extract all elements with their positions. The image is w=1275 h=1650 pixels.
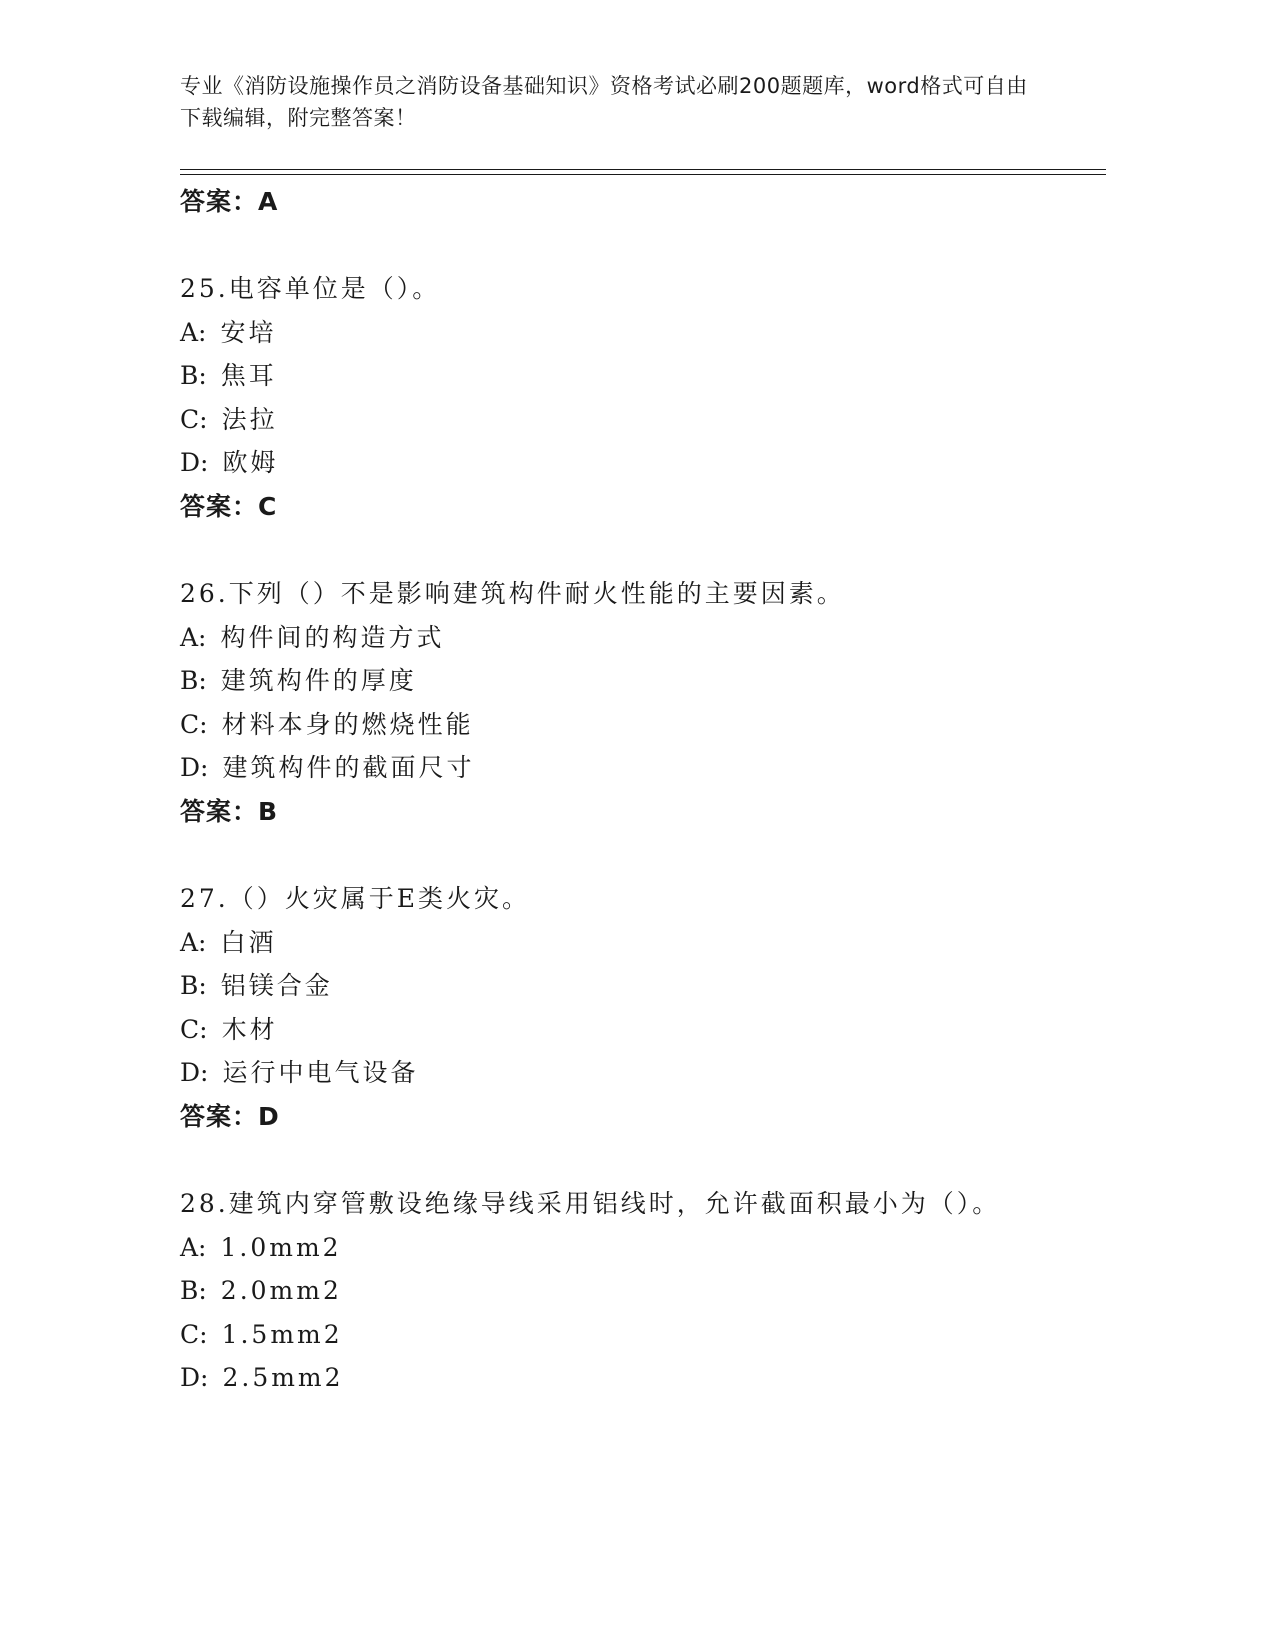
- question-27-option-b: B: 铝镁合金: [180, 971, 333, 1000]
- question-25-option-a: A: 安培: [180, 318, 277, 347]
- question-27-option-d: D: 运行中电气设备: [180, 1058, 419, 1087]
- question-27-answer: 答案：D: [180, 1102, 280, 1131]
- question-28-title: 28.建筑内穿管敷设绝缘导线采用铝线时，允许截面积最小为（）。: [180, 1189, 1001, 1218]
- question-25-option-b: B: 焦耳: [180, 361, 277, 390]
- question-26-option-c: C: 材料本身的燃烧性能: [180, 710, 474, 739]
- question-26-option-a: A: 构件间的构造方式: [180, 623, 445, 652]
- question-27-option-a: A: 白酒: [180, 928, 277, 957]
- question-26-option-b: B: 建筑构件的厚度: [180, 666, 417, 695]
- question-27-option-c: C: 木材: [180, 1015, 278, 1044]
- question-25-title: 25.电容单位是（）。: [180, 274, 441, 303]
- header-divider-bottom: [180, 174, 1106, 175]
- question-28-option-d: D: 2.5mm2: [180, 1363, 344, 1392]
- question-27-title: 27.（）火灾属于E类火灾。: [180, 884, 531, 913]
- header-divider-top: [180, 169, 1106, 170]
- question-28-option-a: A: 1.0mm2: [180, 1233, 342, 1262]
- question-25-option-d: D: 欧姆: [180, 448, 279, 477]
- question-25-option-c: C: 法拉: [180, 405, 278, 434]
- question-26-answer: 答案：B: [180, 797, 279, 826]
- document-header: 专业《消防设施操作员之消防设备基础知识》资格考试必刷200题题库，word格式可自由下载编辑，附完整答案！: [180, 74, 1028, 130]
- question-26-option-d: D: 建筑构件的截面尺寸: [180, 753, 475, 782]
- question-26-title: 26.下列（）不是影响建筑构件耐火性能的主要因素。: [180, 579, 845, 608]
- question-28-option-b: B: 2.0mm2: [180, 1276, 342, 1305]
- answer-prev: 答案：A: [180, 187, 279, 216]
- question-25-answer: 答案：C: [180, 492, 278, 521]
- question-28-option-c: C: 1.5mm2: [180, 1320, 343, 1349]
